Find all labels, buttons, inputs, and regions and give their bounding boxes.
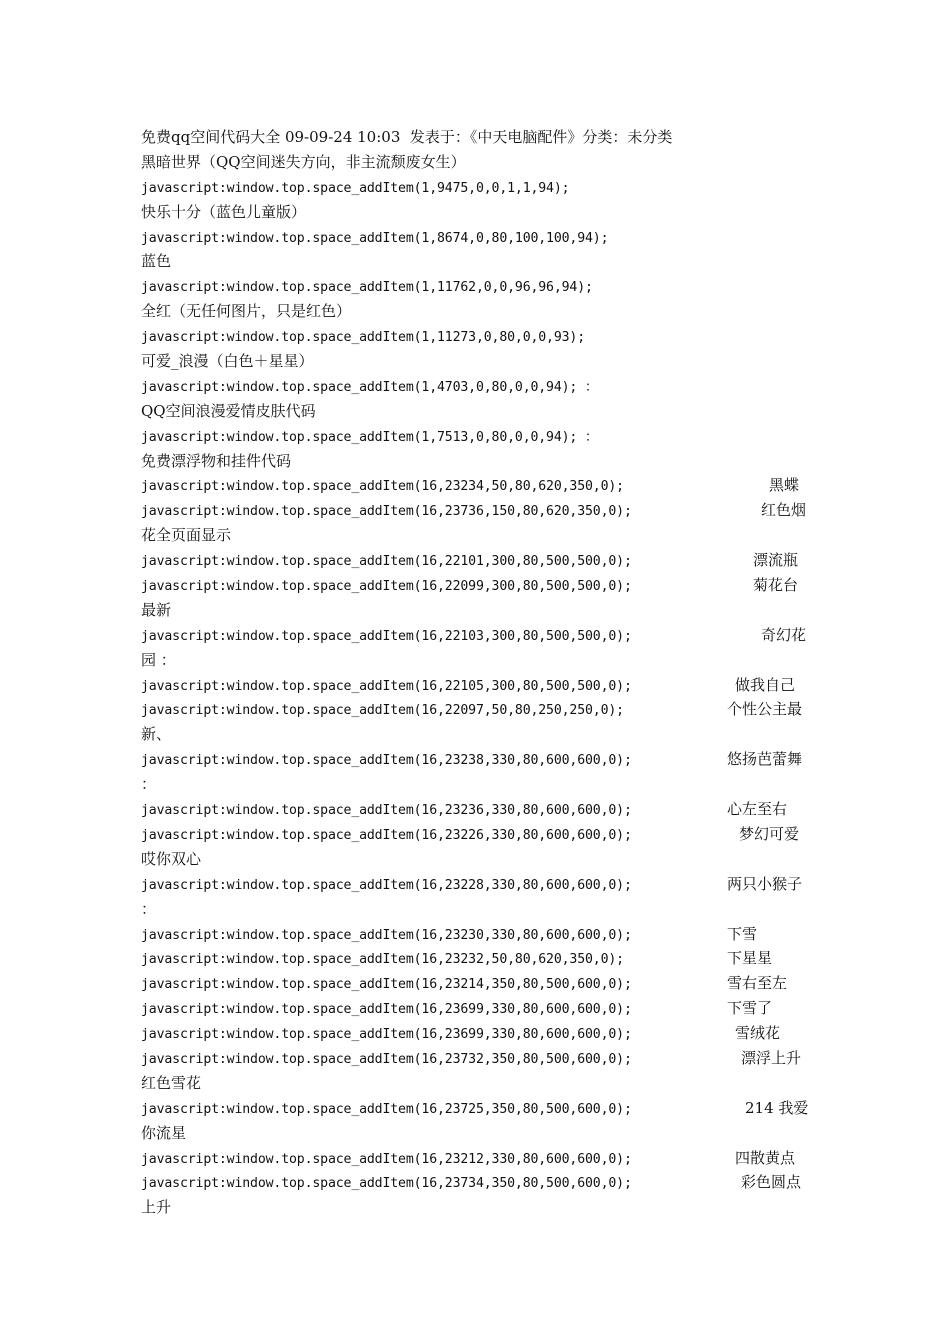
item-name-label: 漂浮上升: [741, 1048, 802, 1067]
code-line: [141, 1021, 816, 1046]
code-line: [141, 1046, 816, 1071]
code-line: [141, 573, 816, 598]
document-header-line: 免费qq空间代码大全 09-09-24 10:03 发表于：《中天电脑配件》分类：未分类: [141, 128, 673, 146]
text-line: 新、: [141, 725, 172, 744]
code-snippet: javascript:window.top.space_addItem(16,22105,300,80,500,500,0);: [141, 678, 632, 694]
text-line: 可爱_浪漫（白色＋星星）: [141, 352, 314, 371]
code-snippet: javascript:window.top.space_addItem(16,22101,300,80,500,500,0);: [141, 554, 632, 570]
code-line: [141, 424, 816, 449]
item-name-label: 下星星: [727, 949, 773, 968]
code-line: [141, 872, 816, 897]
code-snippet: javascript:window.top.space_addItem(16,23699,330,80,600,600,0);: [141, 1027, 632, 1043]
code-snippet: javascript:window.top.space_addItem(1,9475,0,0,1,1,94);: [141, 180, 570, 196]
code-line: [141, 1146, 816, 1171]
code-snippet: javascript:window.top.space_addItem(16,22103,300,80,500,500,0);: [141, 628, 632, 644]
code-snippet: javascript:window.top.space_addItem(16,23734,350,80,500,600,0);: [141, 1176, 632, 1192]
text-line: ：: [141, 899, 157, 918]
item-name-label: 彩色圆点: [741, 1173, 802, 1192]
item-name-label: 奇幻花: [761, 625, 807, 644]
text-line: 最新: [141, 600, 172, 619]
code-line: [141, 473, 816, 498]
code-line: [141, 1096, 816, 1121]
code-snippet: javascript:window.top.space_addItem(16,23732,350,80,500,600,0);: [141, 1051, 632, 1067]
code-snippet: javascript:window.top.space_addItem(16,23214,350,80,500,600,0);: [141, 977, 632, 993]
code-snippet: javascript:window.top.space_addItem(16,23234,50,80,620,350,0);: [141, 479, 624, 495]
code-line: [141, 697, 816, 722]
text-line: 全红（无任何图片，只是红色）: [141, 302, 352, 321]
code-line: [141, 1170, 816, 1195]
item-name-label: 做我自己: [735, 675, 796, 694]
item-name-label: 雪右至左: [727, 974, 788, 993]
document-body: [141, 125, 816, 1220]
code-line: [141, 548, 816, 573]
text-line: QQ空间浪漫爱情皮肤代码: [141, 401, 316, 420]
item-name-label: 红色烟: [761, 501, 807, 520]
code-snippet: javascript:window.top.space_addItem(1,4703,0,80,0,0,94); ：: [141, 379, 599, 395]
item-name-label: 下雪: [727, 924, 758, 943]
code-line: [141, 175, 816, 200]
code-snippet: javascript:window.top.space_addItem(1,7513,0,80,0,0,94); ：: [141, 429, 599, 445]
item-name-label: 下雪了: [727, 999, 773, 1018]
code-line: [141, 623, 816, 648]
code-snippet: javascript:window.top.space_addItem(1,11273,0,80,0,0,93);: [141, 330, 586, 346]
code-snippet: javascript:window.top.space_addItem(16,23228,330,80,600,600,0);: [141, 877, 632, 893]
item-name-label: 214 我爱: [745, 1098, 809, 1117]
code-line: [141, 922, 816, 947]
text-line: 蓝色: [141, 252, 172, 271]
code-line: [141, 946, 816, 971]
text-line: ：: [141, 775, 157, 794]
code-line: [141, 822, 816, 847]
code-line: [141, 996, 816, 1021]
code-snippet: javascript:window.top.space_addItem(16,22099,300,80,500,500,0);: [141, 579, 632, 595]
code-line: [141, 374, 816, 399]
item-name-label: 悠扬芭蕾舞: [727, 750, 803, 769]
item-name-label: 雪绒花: [735, 1024, 781, 1043]
item-name-label: 心左至右: [727, 800, 788, 819]
code-line: [141, 324, 816, 349]
text-line: 你流星: [141, 1123, 187, 1142]
item-name-label: 梦幻可爱: [739, 824, 800, 843]
text-line: 红色雪花: [141, 1073, 202, 1092]
code-line: [141, 797, 816, 822]
text-line: 快乐十分（蓝色儿童版）: [141, 202, 307, 221]
code-snippet: javascript:window.top.space_addItem(16,23212,330,80,600,600,0);: [141, 1151, 632, 1167]
item-name-label: 漂流瓶: [753, 551, 799, 570]
text-line: 园 ：: [141, 650, 176, 669]
code-snippet: javascript:window.top.space_addItem(16,23230,330,80,600,600,0);: [141, 927, 632, 943]
code-snippet: javascript:window.top.space_addItem(16,23736,150,80,620,350,0);: [141, 504, 632, 520]
item-name-label: 黑蝶: [769, 476, 800, 495]
item-name-label: 菊花台: [753, 576, 799, 595]
item-name-label: 两只小猴子: [727, 874, 803, 893]
code-snippet: javascript:window.top.space_addItem(16,23238,330,80,600,600,0);: [141, 753, 632, 769]
text-line: 上升: [141, 1198, 172, 1217]
item-name-label: 四散黄点: [735, 1148, 796, 1167]
text-line: 黑暗世界（QQ空间迷失方向，非主流颓废女生）: [141, 152, 466, 171]
text-line: 花全页面显示: [141, 526, 232, 545]
item-name-label: 个性公主最: [727, 700, 803, 719]
code-snippet: javascript:window.top.space_addItem(1,8674,0,80,100,100,94);: [141, 230, 609, 246]
code-snippet: javascript:window.top.space_addItem(16,23226,330,80,600,600,0);: [141, 827, 632, 843]
code-line: [141, 747, 816, 772]
code-line: [141, 274, 816, 299]
text-line: 免费漂浮物和挂件代码: [141, 451, 292, 470]
code-line: [141, 673, 816, 698]
code-snippet: javascript:window.top.space_addItem(16,23699,330,80,600,600,0);: [141, 1002, 632, 1018]
code-snippet: javascript:window.top.space_addItem(16,23232,50,80,620,350,0);: [141, 952, 624, 968]
code-snippet: javascript:window.top.space_addItem(16,23236,330,80,600,600,0);: [141, 803, 632, 819]
code-snippet: javascript:window.top.space_addItem(16,22097,50,80,250,250,0);: [141, 703, 624, 719]
code-snippet: javascript:window.top.space_addItem(16,23725,350,80,500,600,0);: [141, 1101, 632, 1117]
code-snippet: javascript:window.top.space_addItem(1,11762,0,0,96,96,94);: [141, 280, 593, 296]
code-line: [141, 971, 816, 996]
code-line: [141, 225, 816, 250]
code-line: [141, 498, 816, 523]
text-line: 哎你双心: [141, 849, 202, 868]
